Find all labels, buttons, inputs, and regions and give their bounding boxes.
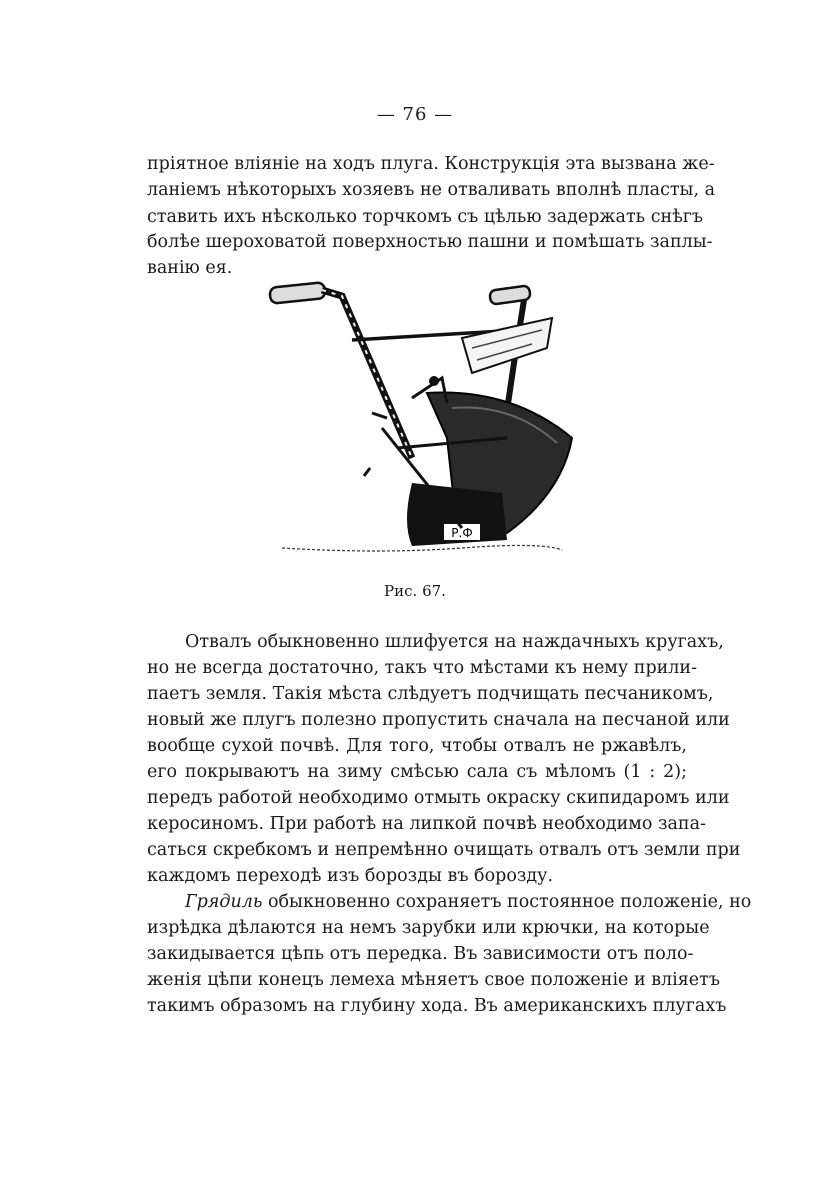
text-line: паетъ земля. Такія мѣста слѣдуетъ подчищать песчаникомъ, bbox=[147, 684, 714, 704]
page-number: — 76 — bbox=[376, 104, 454, 125]
text-line: ванію ея. bbox=[147, 258, 233, 278]
text-line: новый же плугъ полезно пропустить сначала на песчаной или bbox=[147, 710, 730, 730]
figure-caption: Рис. 67. bbox=[384, 582, 446, 600]
text-line: ставить ихъ нѣсколько торчкомъ съ цѣлью задержать снѣгъ bbox=[147, 207, 704, 227]
text-line: Отвалъ обыкновенно шлифуется на наждачныхъ кругахъ, bbox=[185, 632, 724, 652]
text-line: изрѣдка дѣлаются на немъ зарубки или крючки, на которые bbox=[147, 918, 710, 938]
text-line: женія цѣпи конецъ лемеха мѣняетъ свое положеніе и вліяетъ bbox=[147, 970, 720, 990]
text-line: каждомъ переходѣ изъ борозды въ борозду. bbox=[147, 866, 554, 886]
text-line: его покрываютъ на зиму смѣсью сала съ мѣломъ (1 : 2); bbox=[147, 762, 687, 782]
text-line: керосиномъ. При работѣ на липкой почвѣ необходимо запа- bbox=[147, 814, 706, 834]
illustration-mark: Р.Ф bbox=[451, 526, 473, 540]
text-line: ланіемъ нѣкоторыхъ хозяевъ не отваливать вполнѣ пласты, а bbox=[147, 180, 716, 200]
text-span: обыкновенно сохраняетъ постоянное положеніе, но bbox=[262, 892, 752, 912]
plow-drawing bbox=[262, 278, 582, 563]
text-line: вообще сухой почвѣ. Для того, чтобы отвалъ не ржавѣлъ, bbox=[147, 736, 687, 756]
text-line: такимъ образомъ на глубину хода. Въ американскихъ плугахъ bbox=[147, 996, 727, 1016]
plow-illustration bbox=[262, 278, 582, 563]
text-line: пріятное вліяніе на ходъ плуга. Конструкція эта вызвана же- bbox=[147, 154, 715, 174]
text-line: передъ работой необходимо отмыть окраску скипидаромъ или bbox=[147, 788, 730, 808]
text-line bbox=[185, 890, 752, 914]
term-gryadil: Грядиль bbox=[185, 892, 263, 912]
text-line: закидывается цѣпь отъ передка. Въ зависимости отъ поло- bbox=[147, 944, 694, 964]
text-line: саться скребкомъ и непремѣнно очищать отвалъ отъ земли при bbox=[147, 840, 741, 860]
text-line: болѣе шероховатой поверхностью пашни и помѣшать заплы- bbox=[147, 232, 713, 252]
text-line: но не всегда достаточно, такъ что мѣстами къ нему прили- bbox=[147, 658, 698, 678]
